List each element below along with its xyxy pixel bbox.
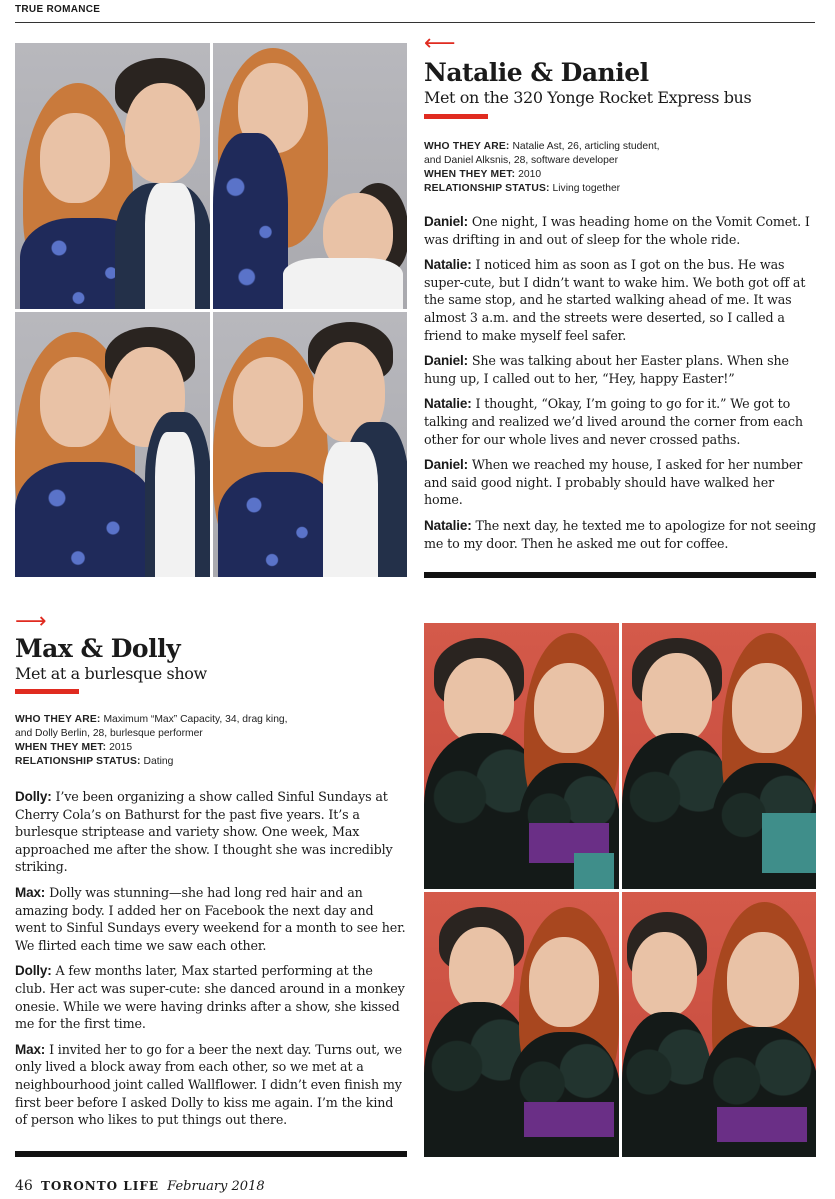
story-max-dolly [15, 788, 407, 1137]
red-accent-bar [15, 689, 79, 694]
arrow-right-icon: ⟶ [15, 609, 47, 634]
facts-max-dolly: WHO THEY ARE: Maximum “Max” Capacity, 34, drag king, and Dolly Berlin, 28, burlesque performer WHEN THEY MET: 2015 RELATIONSHIP STATUS: Dating [15, 714, 288, 767]
story-paragraph: Natalie: I thought, “Okay, I’m going to go for it.” We got to talking and realized we’d lived around the corner from each other for our whole lives and never crossed paths. [424, 396, 803, 447]
photo-2 [213, 43, 408, 309]
met-line-natalie-daniel: Met on the 320 Yonge Rocket Express bus [424, 88, 752, 107]
story-paragraph: Daniel: When we reached my house, I asked for her number and said good night. I probably should have walked her home. [424, 457, 803, 508]
story-paragraph: Daniel: One night, I was heading home on the Vomit Comet. I was drifting in and out of sleep for the whole ride. [424, 214, 810, 247]
couple-name-max-dolly: Max & Dolly [15, 634, 181, 663]
section-end-bar [424, 572, 816, 578]
section-label: TRUE ROMANCE [15, 4, 101, 15]
page-footer [15, 1178, 265, 1194]
issue-date: February 2018 [167, 1179, 265, 1194]
couple-name-natalie-daniel: Natalie & Daniel [424, 58, 649, 87]
photo-3 [15, 312, 210, 578]
story-paragraph: Dolly: A few months later, Max started performing at the club. Her act was super-cute: she danced around in a monkey onesie. While we were having drinks after a show, she kissed me for the first time. [15, 963, 405, 1032]
red-accent-bar [424, 114, 488, 119]
story-paragraph: Max: I invited her to go for a beer the next day. Turns out, we only lived a block away from each other, so we met at a neighbourhood joint called Wallflower. I didn’t even finish my first beer before I asked Dolly to kiss me again. I’m the kind of person who likes to put things out there. [15, 1041, 402, 1128]
page-number: 46 [15, 1178, 33, 1194]
photo-grid-max-dolly [424, 623, 816, 1157]
top-rule [15, 22, 815, 23]
section-end-bar [15, 1151, 407, 1157]
story-paragraph: Daniel: She was talking about her Easter plans. When she hung up, I called out to her, “Hey, happy Easter!” [424, 353, 789, 386]
story-paragraph: Natalie: The next day, he texted me to apologize for not seeing me to my door. Then he asked me out for coffee. [424, 517, 817, 551]
photo-grid-natalie-daniel [15, 43, 407, 577]
photo-7 [424, 892, 619, 1158]
photo-8 [622, 892, 817, 1158]
photo-1 [15, 43, 210, 309]
story-paragraph: Dolly: I’ve been organizing a show called Sinful Sundays at Cherry Cola’s on Bathurst for the past five years. It’s a burlesque striptease and variety show. One week, Max approached me after the show. I thought she was incredibly striking. [15, 789, 393, 875]
photo-5 [424, 623, 619, 889]
story-natalie-daniel [424, 213, 816, 560]
met-line-max-dolly: Met at a burlesque show [15, 664, 207, 683]
photo-4 [213, 312, 408, 578]
arrow-left-icon: ⟵ [424, 31, 456, 56]
story-paragraph: Natalie: I noticed him as soon as I got on the bus. He was super-cute, but I didn’t want to wake him. We both got off at the same stop, and he started walking ahead of me. It was almost 3 a.m. and the streets were deserted, so I called a friend to make myself feel safer. [424, 257, 806, 343]
photo-6 [622, 623, 817, 889]
facts-natalie-daniel: WHO THEY ARE: Natalie Ast, 26, articling student, and Daniel Alksnis, 28, software developer WHEN THEY MET: 2010 RELATIONSHIP STATUS: Living together [424, 141, 660, 194]
story-paragraph: Max: Dolly was stunning—she had long red hair and an amazing body. I added her on Facebook the next day and went to Sinful Sundays every weekend for a month to see her. We flirted each time we saw each other. [15, 884, 406, 953]
magazine-name: TORONTO LIFE [40, 1179, 160, 1193]
